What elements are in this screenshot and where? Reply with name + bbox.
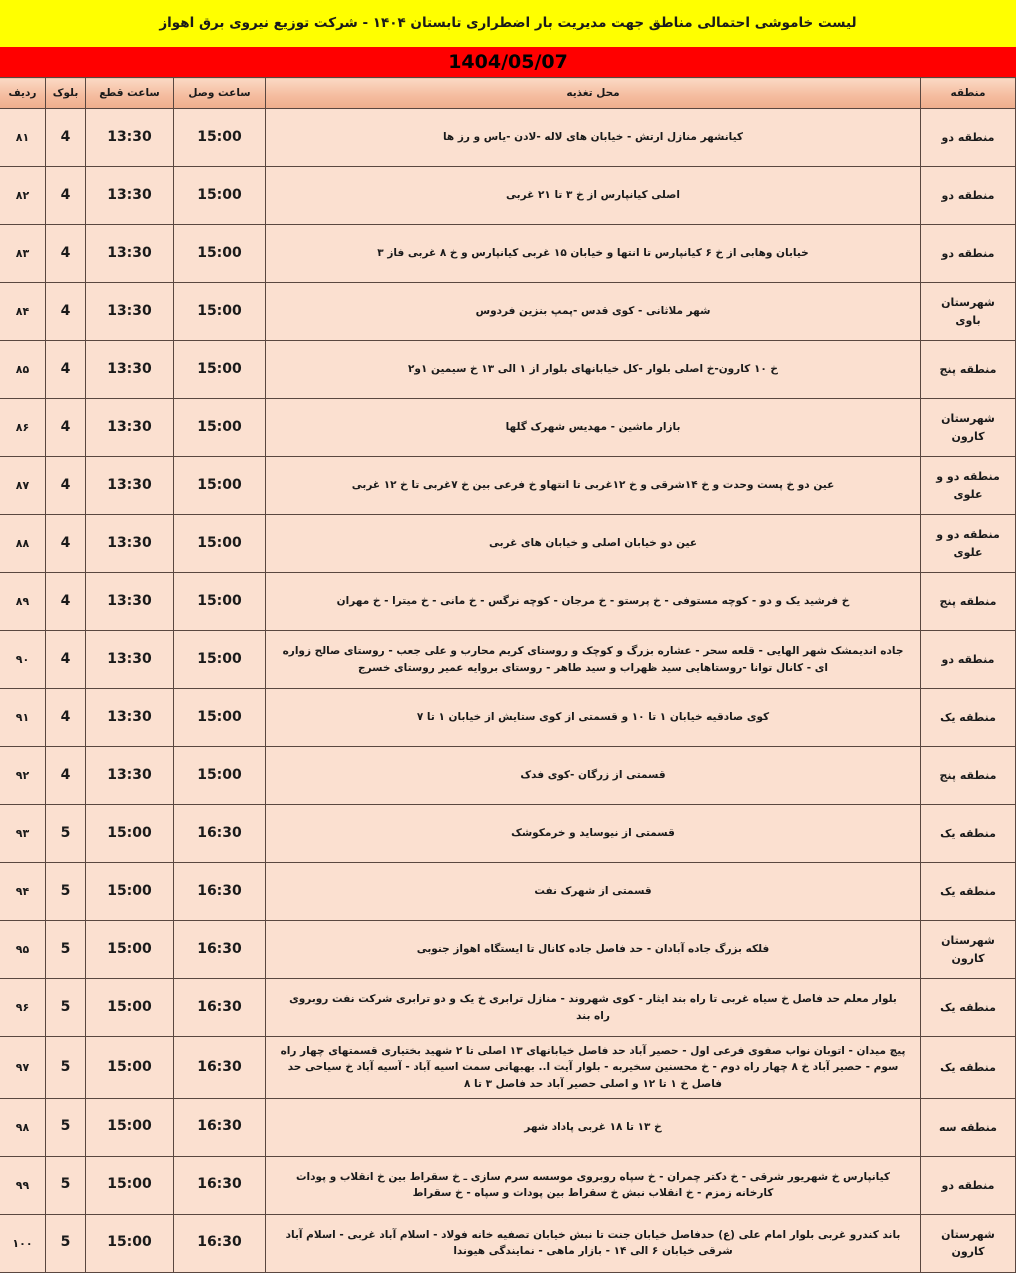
cell-on-time: 16:30 <box>174 863 266 921</box>
cell-off-time: 13:30 <box>86 283 174 341</box>
cell-off-time: 15:00 <box>86 979 174 1037</box>
cell-on-time: 15:00 <box>174 631 266 689</box>
table-row <box>0 805 1016 863</box>
table-header <box>0 78 1016 109</box>
cell-place: جاده اندیمشک شهر الهایی - قلعه سحر - عشاره بزرگ و کوچک و روستای کریم محارب و علی جعب - روستای صالح زواره ای - کانال توانا -روستاهایی سید ظهراب و سید طاهر - روستای بروایه عمیر روستای خسرج <box>266 631 921 689</box>
cell-place: قسمتی از زرگان -کوی فدک <box>266 747 921 805</box>
title-banner <box>0 0 1016 47</box>
cell-zone: منطقه دو <box>921 1156 1016 1214</box>
table-row <box>0 747 1016 805</box>
cell-off-time: 15:00 <box>86 1037 174 1099</box>
cell-block: 4 <box>46 341 86 399</box>
column-header-zone: منطقه <box>921 78 1016 109</box>
table-row <box>0 167 1016 225</box>
cell-off-time: 13:30 <box>86 457 174 515</box>
cell-index: ۹۸ <box>0 1098 46 1156</box>
cell-place: عین دو خیابان اصلی و خیابان های غربی <box>266 515 921 573</box>
table-row <box>0 283 1016 341</box>
cell-on-time: 15:00 <box>174 167 266 225</box>
cell-index: ۸۹ <box>0 573 46 631</box>
cell-zone: منطقه پنج <box>921 573 1016 631</box>
cell-place: قسمتی از شهرک نفت <box>266 863 921 921</box>
table-row <box>0 573 1016 631</box>
cell-on-time: 16:30 <box>174 1037 266 1099</box>
cell-index: ۸۶ <box>0 399 46 457</box>
cell-index: ۸۱ <box>0 109 46 167</box>
date-banner <box>0 47 1016 77</box>
cell-zone: منطقه یک <box>921 805 1016 863</box>
cell-block: 5 <box>46 979 86 1037</box>
cell-index: ۹۰ <box>0 631 46 689</box>
cell-index: ۸۳ <box>0 225 46 283</box>
cell-block: 5 <box>46 863 86 921</box>
cell-on-time: 15:00 <box>174 341 266 399</box>
cell-zone: منطقه یک <box>921 863 1016 921</box>
table-row <box>0 341 1016 399</box>
cell-block: 4 <box>46 515 86 573</box>
cell-zone: منطقه دو <box>921 225 1016 283</box>
table-row <box>0 863 1016 921</box>
table-row <box>0 921 1016 979</box>
cell-off-time: 13:30 <box>86 225 174 283</box>
cell-zone: منطقه یک <box>921 979 1016 1037</box>
cell-place: بلوار معلم حد فاصل خ سیاه غربی تا راه بند ایثار - کوی شهروند - منازل ترابری خ یک و دو ترابری شرکت نفت روبروی راه بند <box>266 979 921 1037</box>
outage-table <box>0 77 1016 1273</box>
table-row <box>0 979 1016 1037</box>
cell-block: 4 <box>46 109 86 167</box>
cell-zone: منطقه سه <box>921 1098 1016 1156</box>
cell-zone: شهرستان کارون <box>921 1214 1016 1272</box>
cell-index: ۸۸ <box>0 515 46 573</box>
cell-off-time: 13:30 <box>86 341 174 399</box>
cell-block: 4 <box>46 399 86 457</box>
cell-zone: منطقه پنج <box>921 747 1016 805</box>
cell-block: 4 <box>46 225 86 283</box>
column-header-index: ردیف <box>0 78 46 109</box>
cell-index: ۱۰۰ <box>0 1214 46 1272</box>
cell-block: 5 <box>46 1156 86 1214</box>
cell-off-time: 15:00 <box>86 1214 174 1272</box>
table-row <box>0 1214 1016 1272</box>
cell-place: کیانشهر منازل ارتش - خیابان های لاله -لادن -یاس و رز ها <box>266 109 921 167</box>
table-row <box>0 457 1016 515</box>
table-row <box>0 1037 1016 1099</box>
cell-block: 5 <box>46 1098 86 1156</box>
cell-zone: منطقه یک <box>921 1037 1016 1099</box>
cell-block: 4 <box>46 631 86 689</box>
cell-block: 5 <box>46 1214 86 1272</box>
cell-on-time: 16:30 <box>174 805 266 863</box>
cell-block: 4 <box>46 457 86 515</box>
cell-place: عین دو خ پست وحدت و خ ۱۴شرقی و خ ۱۲غربی تا انتهاو خ فرعی بین خ ۷غربی تا خ ۱۲ غربی <box>266 457 921 515</box>
cell-index: ۹۵ <box>0 921 46 979</box>
cell-place: خ فرشید یک و دو - کوچه مستوفی - خ پرستو - خ مرجان - کوچه نرگس - خ مانی - خ میترا - خ مهران <box>266 573 921 631</box>
column-header-on-time: ساعت وصل <box>174 78 266 109</box>
table-row <box>0 515 1016 573</box>
cell-on-time: 15:00 <box>174 283 266 341</box>
table-row <box>0 109 1016 167</box>
cell-on-time: 15:00 <box>174 689 266 747</box>
cell-off-time: 13:30 <box>86 109 174 167</box>
cell-zone: شهرستان کارون <box>921 921 1016 979</box>
cell-zone: منطقه دو و علوی <box>921 515 1016 573</box>
cell-on-time: 15:00 <box>174 573 266 631</box>
cell-zone: شهرستان باوی <box>921 283 1016 341</box>
cell-on-time: 15:00 <box>174 515 266 573</box>
cell-off-time: 15:00 <box>86 921 174 979</box>
cell-off-time: 13:30 <box>86 167 174 225</box>
cell-on-time: 16:30 <box>174 979 266 1037</box>
cell-block: 5 <box>46 921 86 979</box>
cell-place: فلکه بزرگ جاده آبادان - حد فاصل جاده کانال تا ایستگاه اهواز جنوبی <box>266 921 921 979</box>
cell-off-time: 13:30 <box>86 399 174 457</box>
cell-off-time: 13:30 <box>86 573 174 631</box>
cell-on-time: 16:30 <box>174 921 266 979</box>
page-title: لیست خاموشی احتمالی مناطق جهت مدیریت بار اضطراری تابستان ۱۴۰۴ - شرکت توزیع نیروی برق اهواز <box>159 15 857 31</box>
cell-on-time: 16:30 <box>174 1098 266 1156</box>
cell-block: 4 <box>46 747 86 805</box>
cell-block: 5 <box>46 1037 86 1099</box>
cell-index: ۹۲ <box>0 747 46 805</box>
cell-zone: منطقه دو <box>921 167 1016 225</box>
cell-zone: منطقه یک <box>921 689 1016 747</box>
cell-index: ۸۴ <box>0 283 46 341</box>
cell-index: ۸۷ <box>0 457 46 515</box>
cell-place: کیانپارس خ شهریور شرقی - خ دکتر چمران - خ سپاه روبروی موسسه سرم سازی ـ خ سقراط بین خ انقلاب و پودات کارخانه زمزم - خ انقلاب نبش خ سقراط بین پودات و سپاه - خ سقراط <box>266 1156 921 1214</box>
column-header-place: محل تغذیه <box>266 78 921 109</box>
column-header-block: بلوک <box>46 78 86 109</box>
table-row <box>0 1156 1016 1214</box>
cell-on-time: 15:00 <box>174 109 266 167</box>
cell-off-time: 13:30 <box>86 631 174 689</box>
cell-place: بازار ماشین - مهدیس شهرک گلها <box>266 399 921 457</box>
cell-place: کوی صادقیه خیابان ۱ تا ۱۰ و قسمتی از کوی ستایش از خیابان ۱ تا ۷ <box>266 689 921 747</box>
cell-off-time: 15:00 <box>86 863 174 921</box>
cell-on-time: 15:00 <box>174 457 266 515</box>
cell-off-time: 13:30 <box>86 515 174 573</box>
cell-index: ۹۳ <box>0 805 46 863</box>
table-row <box>0 1098 1016 1156</box>
table-row <box>0 631 1016 689</box>
table-row <box>0 399 1016 457</box>
cell-place: خ ۱۰ کارون-خ اصلی بلوار -کل خیابانهای بلوار از ۱ الی ۱۳ خ سیمین ۱و۲ <box>266 341 921 399</box>
cell-zone: منطقه دو و علوی <box>921 457 1016 515</box>
cell-place: اصلی کیانپارس از خ ۳ تا ۲۱ غربی <box>266 167 921 225</box>
cell-on-time: 16:30 <box>174 1214 266 1272</box>
cell-index: ۹۴ <box>0 863 46 921</box>
cell-block: 4 <box>46 167 86 225</box>
cell-block: 4 <box>46 689 86 747</box>
table-row <box>0 689 1016 747</box>
cell-index: ۸۲ <box>0 167 46 225</box>
cell-index: ۹۶ <box>0 979 46 1037</box>
cell-block: 5 <box>46 805 86 863</box>
cell-index: ۹۱ <box>0 689 46 747</box>
column-header-off-time: ساعت قطع <box>86 78 174 109</box>
cell-index: ۸۵ <box>0 341 46 399</box>
cell-on-time: 15:00 <box>174 225 266 283</box>
cell-block: 4 <box>46 283 86 341</box>
cell-on-time: 15:00 <box>174 399 266 457</box>
cell-place: پیچ میدان - اتوبان نواب صفوی فرعی اول - حصیر آباد حد فاصل خیابانهای ۱۳ اصلی تا ۲ شهید بختیاری قسمتهای چهار راه سوم - حصیر آباد خ ۸ چهار راه دوم - خ محسنین سخیربه - بلوار آیت ا.. بهبهانی سمت اسیه آباد - آسیه آباد خ سیاحی حد فاصل خ ۱ تا ۱۲ و اصلی حصیر آباد حد فاصل ۳ تا ۸ <box>266 1037 921 1099</box>
cell-off-time: 13:30 <box>86 689 174 747</box>
cell-place: خیابان وهابی از خ ۶ کیانپارس تا انتها و خیابان ۱۵ غربی کیانپارس و خ ۸ غربی فاز ۳ <box>266 225 921 283</box>
cell-zone: منطقه پنج <box>921 341 1016 399</box>
cell-zone: منطقه دو <box>921 109 1016 167</box>
cell-off-time: 15:00 <box>86 805 174 863</box>
cell-block: 4 <box>46 573 86 631</box>
cell-place: قسمتی از نیوساید و خرمکوشک <box>266 805 921 863</box>
cell-on-time: 16:30 <box>174 1156 266 1214</box>
cell-index: ۹۷ <box>0 1037 46 1099</box>
cell-zone: شهرستان کارون <box>921 399 1016 457</box>
cell-off-time: 15:00 <box>86 1098 174 1156</box>
cell-place: باند کندرو غربی بلوار امام علی (ع) حدفاصل خیابان جنت تا نبش خیابان تصفیه خانه فولاد - اسلام آباد غربی - اسلام آباد شرقی خیابان ۶ الی ۱۴ - بازار ماهی - نمایندگی هیوندا <box>266 1214 921 1272</box>
cell-on-time: 15:00 <box>174 747 266 805</box>
table-body <box>0 109 1016 1273</box>
table-row <box>0 225 1016 283</box>
cell-place: شهر ملاثانی - کوی قدس -پمپ بنزین فردوس <box>266 283 921 341</box>
schedule-date: 1404/05/07 <box>448 51 568 73</box>
cell-zone: منطقه دو <box>921 631 1016 689</box>
cell-off-time: 13:30 <box>86 747 174 805</box>
cell-place: خ ۱۳ تا ۱۸ غربی پاداد شهر <box>266 1098 921 1156</box>
cell-off-time: 15:00 <box>86 1156 174 1214</box>
table-header-row <box>0 78 1016 109</box>
cell-index: ۹۹ <box>0 1156 46 1214</box>
